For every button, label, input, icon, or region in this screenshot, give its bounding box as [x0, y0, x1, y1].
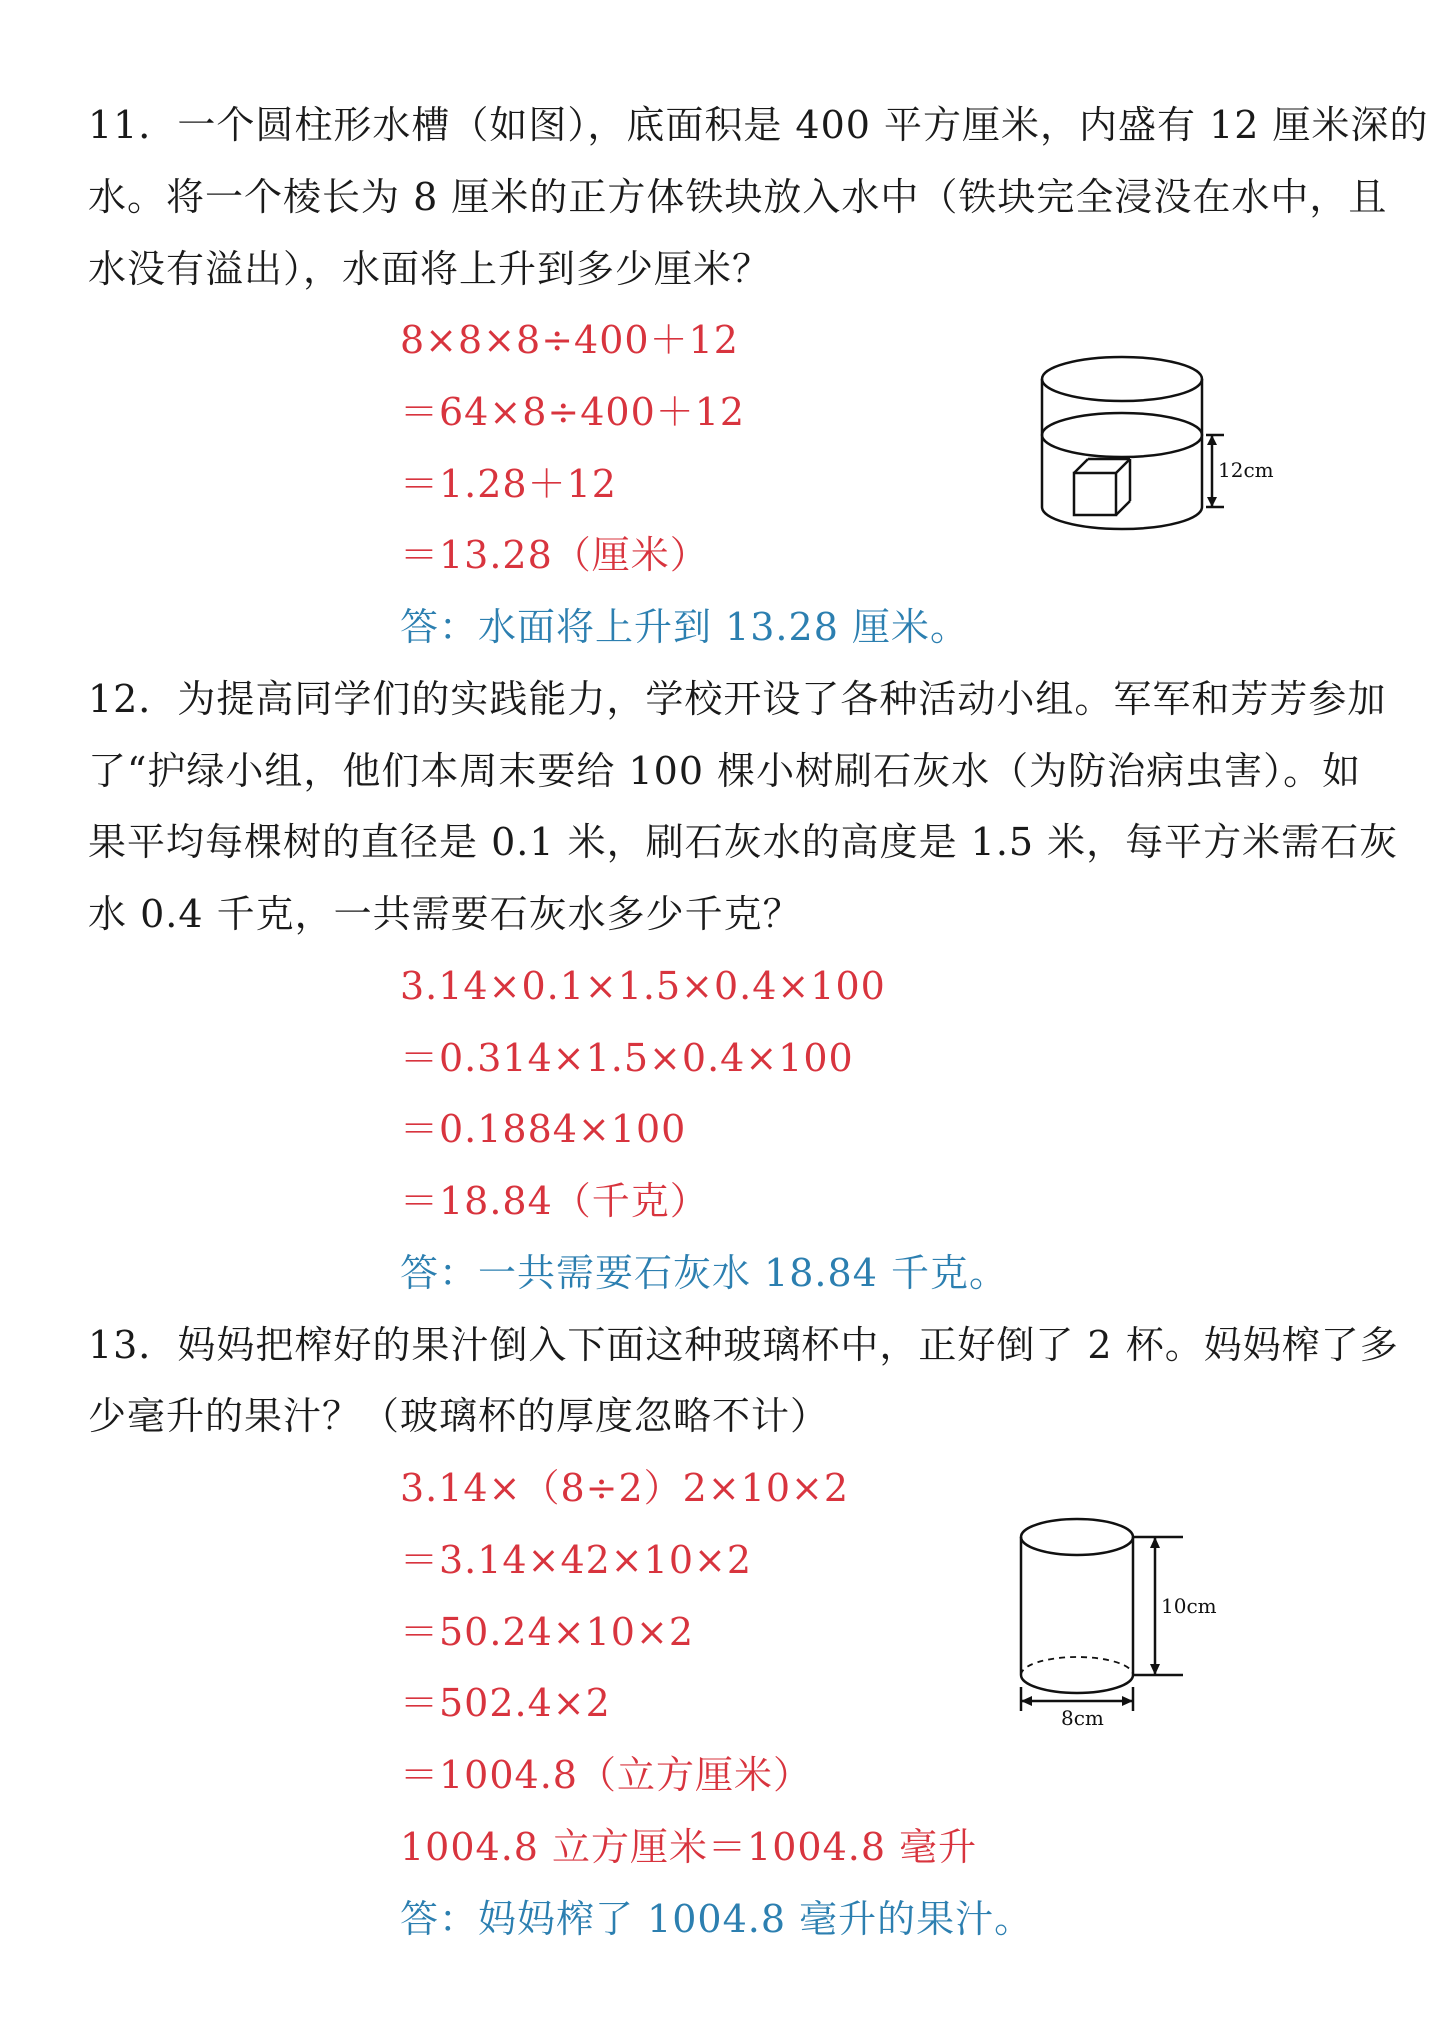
glass-cup-figure — [1015, 1515, 1255, 1730]
problem-12-question-line-3: 果平均每棵树的直径是 0.1 米，刷石灰水的高度是 1.5 米，每平方米需石灰 — [88, 820, 1399, 864]
problem-11-solution-step-2: ＝64×8÷400＋12 — [400, 390, 746, 434]
problem-12-solution-step-1: 3.14×0.1×1.5×0.4×100 — [400, 964, 886, 1008]
problem-12-solution-step-2: ＝0.314×1.5×0.4×100 — [400, 1036, 854, 1080]
cup-top-rim — [1021, 1519, 1133, 1555]
problem-13-solution-step-2: ＝3.14×42×10×2 — [400, 1538, 753, 1582]
problem-12-question-line-1: 12．为提高同学们的实践能力，学校开设了各种活动小组。军军和芳芳参加 — [88, 677, 1387, 721]
problem-11-question-line-2: 水。将一个棱长为 8 厘米的正方体铁块放入水中（铁块完全浸没在水中，且 — [88, 175, 1388, 219]
water-tank-figure — [1030, 355, 1274, 535]
problem-11-answer: 答：水面将上升到 13.28 厘米。 — [400, 605, 969, 649]
depth-label: 12cm — [1218, 458, 1274, 482]
problem-13-solution-step-1: 3.14×（8÷2）2×10×2 — [400, 1466, 850, 1510]
width-label: 8cm — [1061, 1706, 1104, 1730]
problem-13-question-line-1: 13．妈妈把榨好的果汁倒入下面这种玻璃杯中，正好倒了 2 杯。妈妈榨了多 — [88, 1323, 1399, 1367]
tank-top-rim — [1042, 357, 1202, 401]
problem-12-solution-step-3: ＝0.1884×100 — [400, 1107, 687, 1151]
problem-11-question-line-1: 11．一个圆柱形水槽（如图），底面积是 400 平方厘米，内盛有 12 厘米深的 — [88, 103, 1429, 147]
problem-12-question-line-2: 了“护绿小组，他们本周末要给 100 棵小树刷石灰水（为防治病虫害）。如 — [88, 749, 1362, 793]
problem-11-solution-step-3: ＝1.28＋12 — [400, 462, 617, 506]
problem-12-solution-step-4: ＝18.84（千克） — [400, 1179, 709, 1223]
problem-13-solution-step-4: ＝502.4×2 — [400, 1681, 611, 1725]
problem-13-solution-step-3: ＝50.24×10×2 — [400, 1610, 694, 1654]
height-label: 10cm — [1161, 1594, 1217, 1618]
problem-11-solution-step-1: 8×8×8÷400＋12 — [400, 318, 739, 362]
problem-11-solution-step-4: ＝13.28（厘米） — [400, 533, 709, 577]
problem-11-question-line-3: 水没有溢出），水面将上升到多少厘米？ — [88, 247, 772, 291]
water-surface — [1042, 413, 1202, 457]
problem-12-question-line-4: 水 0.4 千克，一共需要石灰水多少千克？ — [88, 892, 802, 936]
iron-cube — [1074, 459, 1130, 515]
cup-bottom-rim — [1021, 1675, 1133, 1693]
problem-13-answer: 答：妈妈榨了 1004.8 毫升的果汁。 — [400, 1897, 1034, 1941]
problem-12-answer: 答：一共需要石灰水 18.84 千克。 — [400, 1251, 1008, 1295]
problem-13-question-line-2: 少毫升的果汁？（玻璃杯的厚度忽略不计） — [88, 1394, 830, 1438]
problem-13-solution-step-5: ＝1004.8（立方厘米） — [400, 1753, 812, 1797]
problem-13-solution-step-6: 1004.8 立方厘米＝1004.8 毫升 — [400, 1825, 978, 1869]
